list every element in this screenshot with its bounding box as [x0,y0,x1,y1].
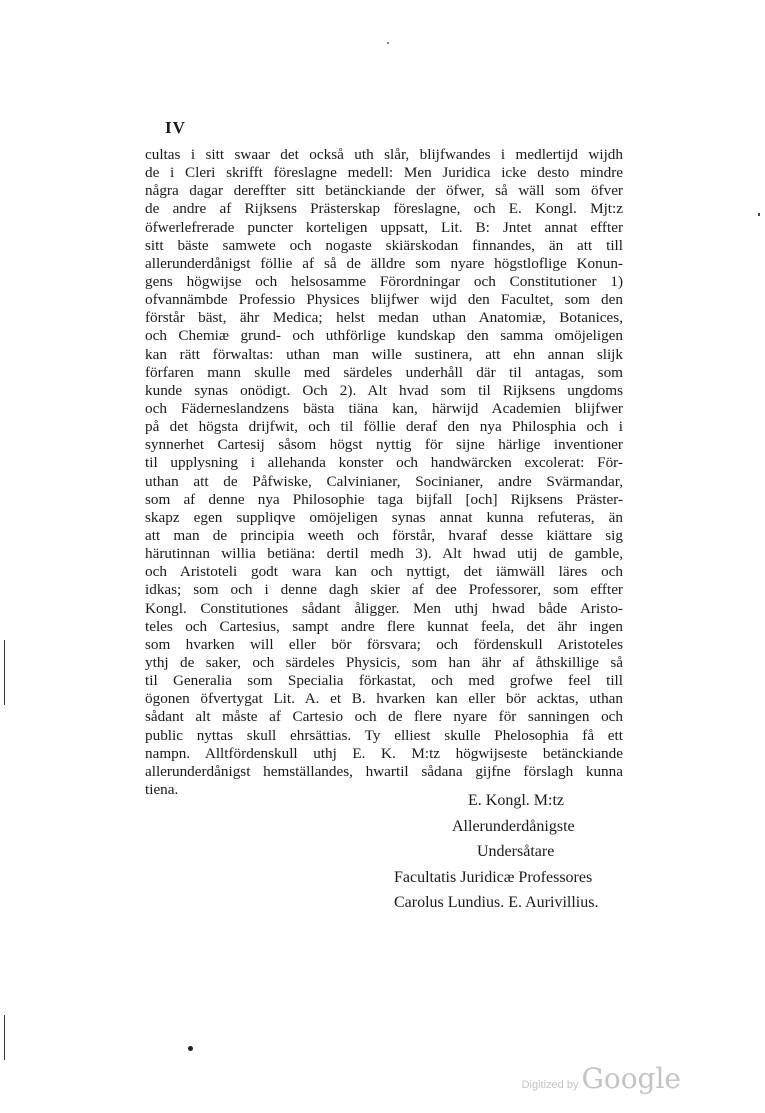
text-line: sådant alt måste af Cartesio och de flere nyare för sanningen och [145,708,623,726]
signature-line: Allerunderdånigste [452,817,575,835]
text-line: teles och Cartesius, sampt andre flere kunnat feela, det ähr ingen [145,617,623,635]
signature-block [380,788,660,916]
text-line: förfaren mann skulle med särdeles underhåll där til antagas, som [145,363,623,381]
ink-dot [188,1046,193,1051]
google-watermark [522,1062,681,1095]
text-line: til Generalia som Specialia förkastat, och med grofwe feel till [145,672,623,690]
text-line: och Fäderneslandzens bästa tiäna kan, härwijd Academien blijfwer [145,399,623,417]
text-line: förstår bäst, ähr Medica; helst medan uthan Anatomiæ, Botanices, [145,309,623,327]
text-line: några dagar dereffter sitt betänckiande der öfwer, så wäll som öfver [145,182,623,200]
text-line: de andre af Rijksens Prästerskap föreslagne, och E. Kongl. Mjt:z [145,200,623,218]
signature-names: Carolus Lundius. E. Aurivillius. [394,894,599,911]
signature-faculty: Facultatis Juridicæ Professores [394,868,593,886]
text-line: öfwerlefrerade puncter korteligen uppsatt, Lit. B: Jntet annat effter [145,218,623,236]
text-line: kan rätt förwaltas: uthan man wille sustinera, att ehn annan slijk [145,345,623,363]
signature-line: Undersåtare [477,843,555,860]
text-line: och Aristoteli godt wara kan och nyttigt, det iämwäll läres och [145,563,623,581]
text-line: och Chemiæ grund- och uthförlige kundskap den samma omöjeligen [145,327,623,345]
text-line: allerunderdånigst hemställandes, hwartil sådana gijfne förslagh kunna [145,762,623,780]
watermark-prefix: Digitized by [521,1079,579,1091]
binding-edge-mark [4,1015,5,1060]
scan-speck [387,42,389,44]
text-line: synnerhet Cartesij såsom högst nyttig för sijne härlige inventioner [145,436,623,454]
text-line: gens högwijse och helsosamme Förordningar och Constitutioner 1) [145,272,623,290]
page-number: IV [165,118,186,137]
text-line: til upplysning i allehanda konster och handwärcken excolerat: För- [145,454,623,472]
scan-speck [758,213,760,216]
binding-edge-mark [4,640,5,705]
text-line: sitt bäste samwete och nogaste skiärskodan finnandes, än att till [145,236,623,254]
text-line: Kongl. Constitutiones sådant åligger. Men uthj hwad både Aristo- [145,599,623,617]
text-line: uthan att de Påfwiske, Calvinianer, Socinianer, andre Svärmandar, [145,472,623,490]
text-line: cultas i sitt swaar det också uth slår, blijfwandes i medlertijd wijdh [145,146,623,163]
text-line: tiena. [145,780,179,798]
text-line: på det högsta drijfwit, och til föllie deraf den nya Philosphia och i [145,418,623,436]
text-line: kunde synas onödigt. Och 2). Alt hvad som til Rijksens ungdoms [145,381,623,399]
text-line: ofvannämbde Professio Physices blijfwer wijd den Facultet, som den [145,291,623,309]
text-line: ythj de saker, och särdeles Physicis, som han ähr af åthskillige så [145,653,623,671]
text-line: de i Cleri skrifft föreslagne medell: Men Juridica icke desto mindre [145,164,623,182]
text-line: public nyttas skull ehrsättias. Ty elliest skulle Phelosophia få ett [145,726,623,744]
text-line: nampn. Alltfördenskull uthj E. K. M:tz högwijseste betänckiande [145,744,623,762]
text-line: ögonen öfvertygat Lit. A. et B. hvarken kan eller bör acktas, uthan [145,690,623,708]
text-line: som hvarken will eller bör försvara; och fördenskull Aristoteles [145,635,623,653]
google-logo: Google [581,1062,681,1095]
text-line: att man de principia weeth och förstår, hvaraf desse kiättare sig [145,526,623,544]
text-line: idkas; som och i denne dagh skier af dee Professorer, som effter [145,581,623,599]
text-line: som af denne nya Philosophie taga bijfall [och] Rijksens Präster- [145,490,623,508]
body-text [145,146,623,799]
signature-salutation: E. Kongl. M:tz [468,792,564,809]
text-line: allerunderdånigst föllie af så de älldre som nyare högstloflige Konun- [145,254,623,272]
text-line: härutinnan willia betiäna: dertil medh 3). Alt hwad utij de gamble, [145,545,623,563]
text-line: skapz egen suppliqve omöjeligen synas annat kunna refuteras, än [145,508,623,526]
